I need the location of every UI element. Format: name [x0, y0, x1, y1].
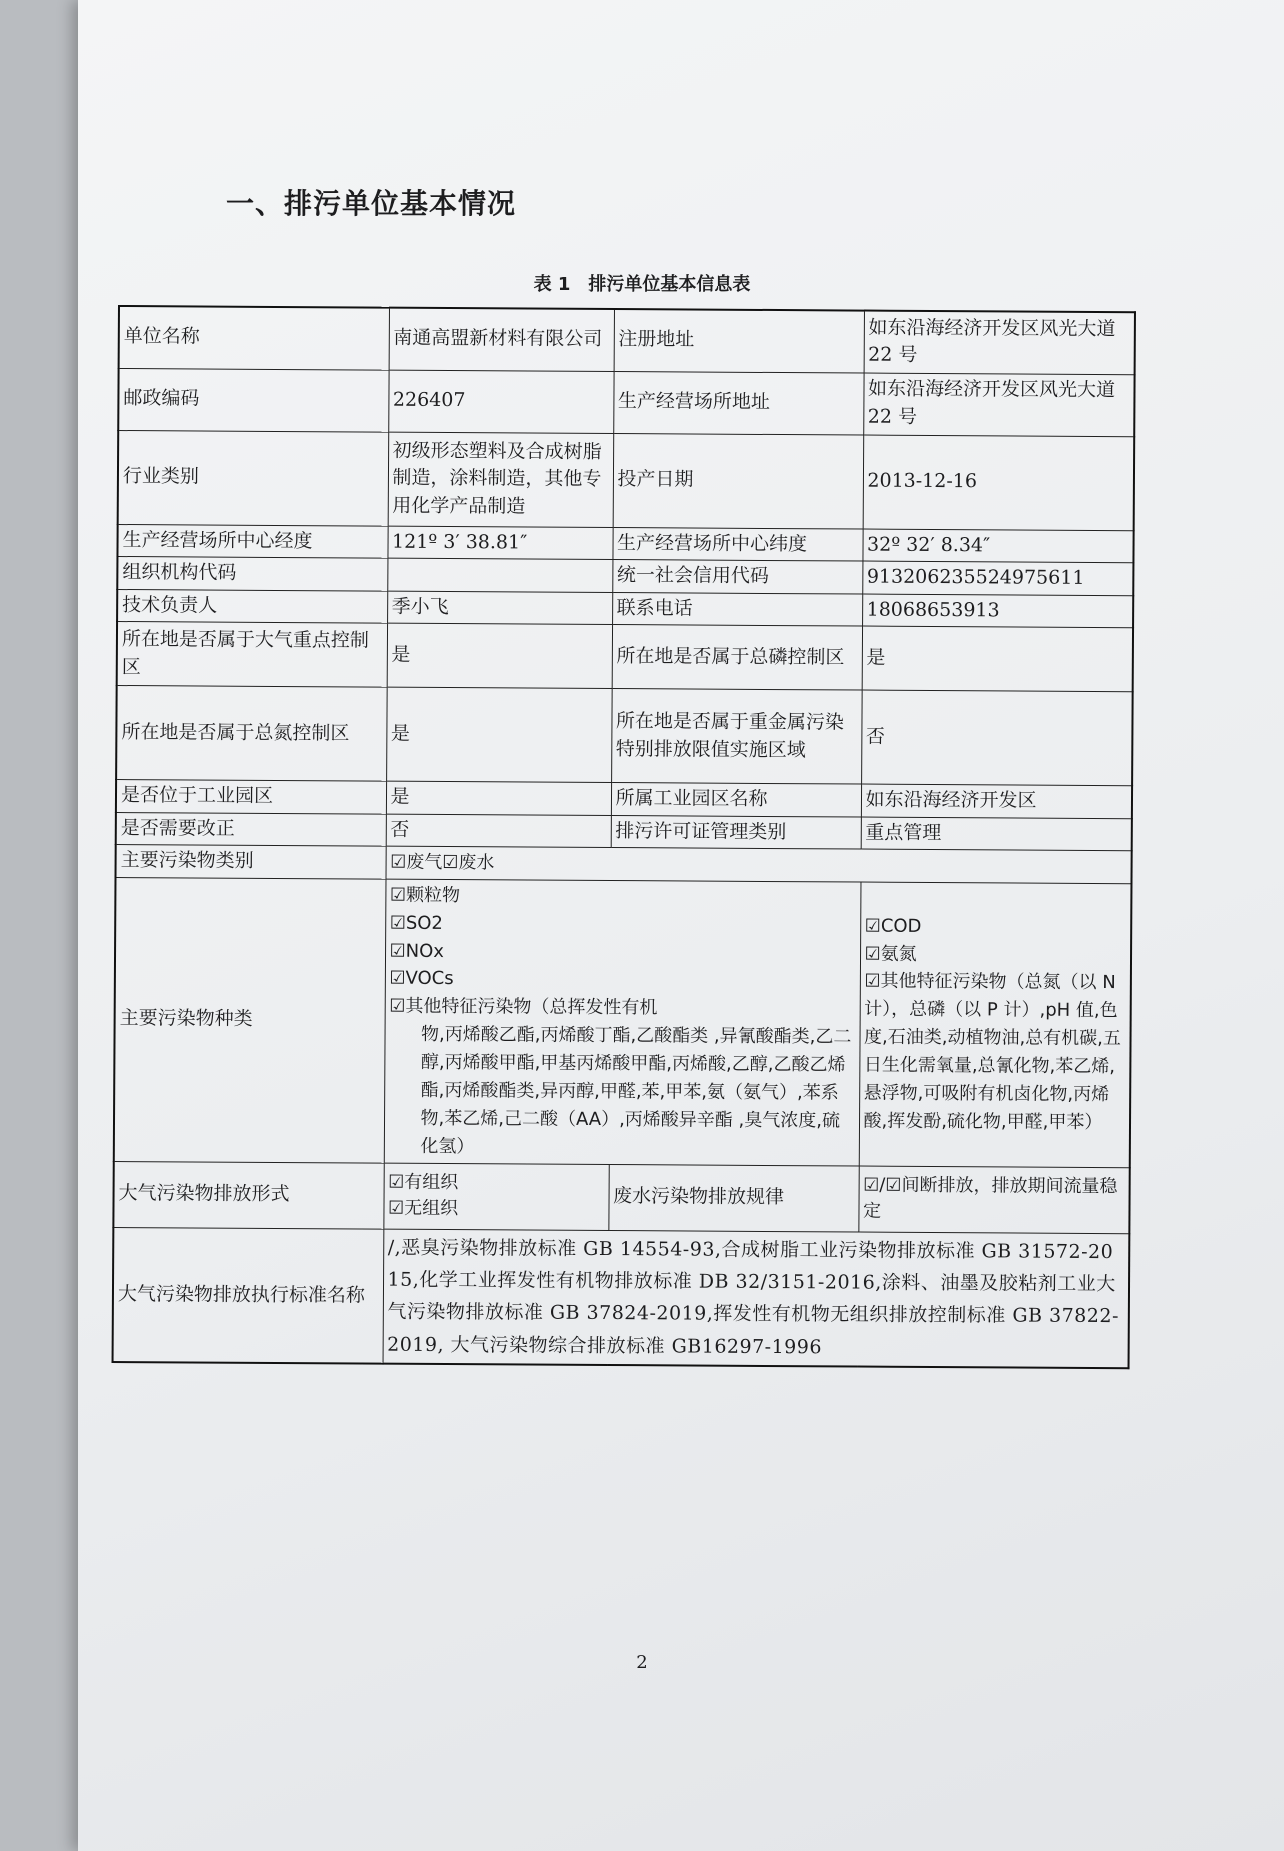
- info-table-wrapper: [112, 305, 1134, 1369]
- table-caption: 表 1 排污单位基本信息表: [533, 274, 751, 295]
- industry-value: 初级形态塑料及合成树脂制造，涂料制造，其他专用化学产品制造: [388, 432, 614, 527]
- air-pollutants-cell: [384, 879, 861, 1166]
- checked-item: ☑VOCs: [389, 968, 454, 990]
- checked-item: ☑SO2: [389, 912, 443, 934]
- table-row: [113, 1227, 1130, 1368]
- phone-label: 联系电话: [612, 592, 862, 626]
- tech-lead-value: 季小飞: [387, 591, 612, 625]
- org-code-label: 组织机构代码: [117, 557, 387, 591]
- permit-type-value: 重点管理: [861, 817, 1132, 851]
- credit-code-label: 统一社会信用代码: [612, 560, 862, 594]
- nitrogen-value: 是: [386, 687, 612, 782]
- phosphorus-label: 所在地是否属于总磷控制区: [612, 625, 862, 691]
- site-addr-value: 如东沿海经济开发区风光大道 22 号: [863, 373, 1134, 437]
- tech-lead-label: 技术负责人: [117, 589, 387, 623]
- pollutant-kind-label: 主要污染物种类: [114, 877, 386, 1163]
- park-name-value: 如东沿海经济开发区: [861, 784, 1132, 818]
- water-pollutants-cell: [859, 882, 1132, 1168]
- phone-value: 18068653913: [862, 594, 1133, 628]
- section-title: 一、排污单位基本情况: [226, 187, 517, 220]
- heavy-metal-label: 所在地是否属于重金属污染特别排放限值实施区域: [611, 689, 862, 785]
- industry-label: 行业类别: [118, 430, 389, 526]
- heavy-metal-value: 否: [861, 690, 1133, 786]
- water-other-pollutants: ☑其他特征污染物（总氮（以 N 计），总磷（以 P 计）,pH 值,色度,石油类,动植物油,总有机碳,五日生化需氧量,总氰化物,苯乙烯,悬浮物,可吸附有机卤化物,丙烯酸,挥发酚,硫化物,甲醛,甲苯）: [863, 971, 1121, 1133]
- water-rule-value: ☑/☑间断排放，排放期间流量稳定: [858, 1166, 1129, 1234]
- pollutant-cat-label: 主要污染物类别: [116, 845, 386, 879]
- unit-name-label: 单位名称: [119, 306, 389, 370]
- air-other-pollutants: 物,丙烯酸乙酯,丙烯酸丁酯,乙酸酯类 ,异氰酸酯类,乙二醇,丙烯酸甲酯,甲基丙烯酸甲酯,丙烯酸,乙醇,乙酸乙烯酯,丙烯酸酯类,异丙醇,甲醛,苯,甲苯,氨（氨气）,苯系物,苯乙烯,己二酸（AA）,丙烯酸异辛酯 ,臭气浓度,硫化氢）: [420, 1024, 852, 1157]
- park-label: 是否位于工业园区: [116, 780, 386, 814]
- table-row: [114, 877, 1132, 1167]
- lat-label: 生产经营场所中心纬度: [612, 527, 862, 561]
- lon-value: 121º 3′ 38.81″: [387, 526, 612, 560]
- rectify-value: 否: [386, 814, 611, 848]
- pollutant-cat-value: ☑废气☑废水: [385, 846, 1131, 883]
- air-key-label: 所在地是否属于大气重点控制区: [117, 622, 387, 688]
- air-form-label: 大气污染物排放形式: [113, 1161, 383, 1229]
- park-value: 是: [386, 781, 611, 815]
- postal-label: 邮政编码: [118, 368, 388, 432]
- permit-type-label: 排污许可证管理类别: [611, 815, 861, 849]
- checked-item: ☑有组织: [388, 1171, 459, 1194]
- start-date-label: 投产日期: [613, 433, 864, 529]
- checked-item: ☑其他特征污染物（总挥发性有机: [389, 996, 658, 1019]
- site-addr-label: 生产经营场所地址: [613, 371, 863, 435]
- park-name-label: 所属工业园区名称: [611, 783, 861, 817]
- table-row: [119, 306, 1135, 374]
- reg-addr-label: 注册地址: [614, 309, 864, 373]
- air-form-value: [383, 1163, 608, 1230]
- lat-value: 32º 32′ 8.34″: [862, 529, 1133, 563]
- credit-code-value: 913206235524975611: [862, 561, 1133, 595]
- reg-addr-value: 如东沿海经济开发区风光大道 22 号: [864, 311, 1135, 375]
- table-row: [118, 430, 1135, 530]
- air-std-label: 大气污染物排放执行标准名称: [113, 1227, 384, 1363]
- phosphorus-value: 是: [862, 626, 1133, 692]
- page-number: 2: [636, 1652, 648, 1673]
- air-key-value: 是: [387, 623, 612, 688]
- checked-item: ☑COD: [864, 915, 922, 937]
- checked-item: ☑NOx: [389, 940, 445, 962]
- info-table: [112, 305, 1136, 1369]
- table-row: [116, 686, 1133, 786]
- checked-item: ☑无组织: [387, 1197, 459, 1220]
- start-date-value: 2013-12-16: [863, 435, 1135, 531]
- table-row: [118, 368, 1134, 436]
- checked-item: ☑氨氮: [864, 943, 917, 965]
- rectify-label: 是否需要改正: [116, 812, 386, 846]
- table-row: [113, 1161, 1129, 1233]
- unit-name-value: 南通高盟新材料有限公司: [389, 308, 614, 371]
- postal-value: 226407: [388, 370, 613, 433]
- checked-item: ☑颗粒物: [389, 884, 461, 906]
- nitrogen-label: 所在地是否属于总氮控制区: [116, 686, 387, 782]
- table-row: [117, 622, 1133, 692]
- water-rule-label: 废水污染物排放规律: [608, 1164, 858, 1232]
- air-std-value: /,恶臭污染物排放标准 GB 14554-93,合成树脂工业污染物排放标准 GB 31572-2015,化学工业挥发性有机物排放标准 DB 32/3151-2016,涂料、油墨及胶粘剂工业大气污染物排放标准 GB 37824-2019,挥发性有机物无组织排放控制标准 GB 37822-2019, 大气污染物综合排放标准 GB16297-1996: [383, 1229, 1130, 1368]
- lon-label: 生产经营场所中心经度: [117, 524, 387, 558]
- org-code-value: [387, 558, 612, 592]
